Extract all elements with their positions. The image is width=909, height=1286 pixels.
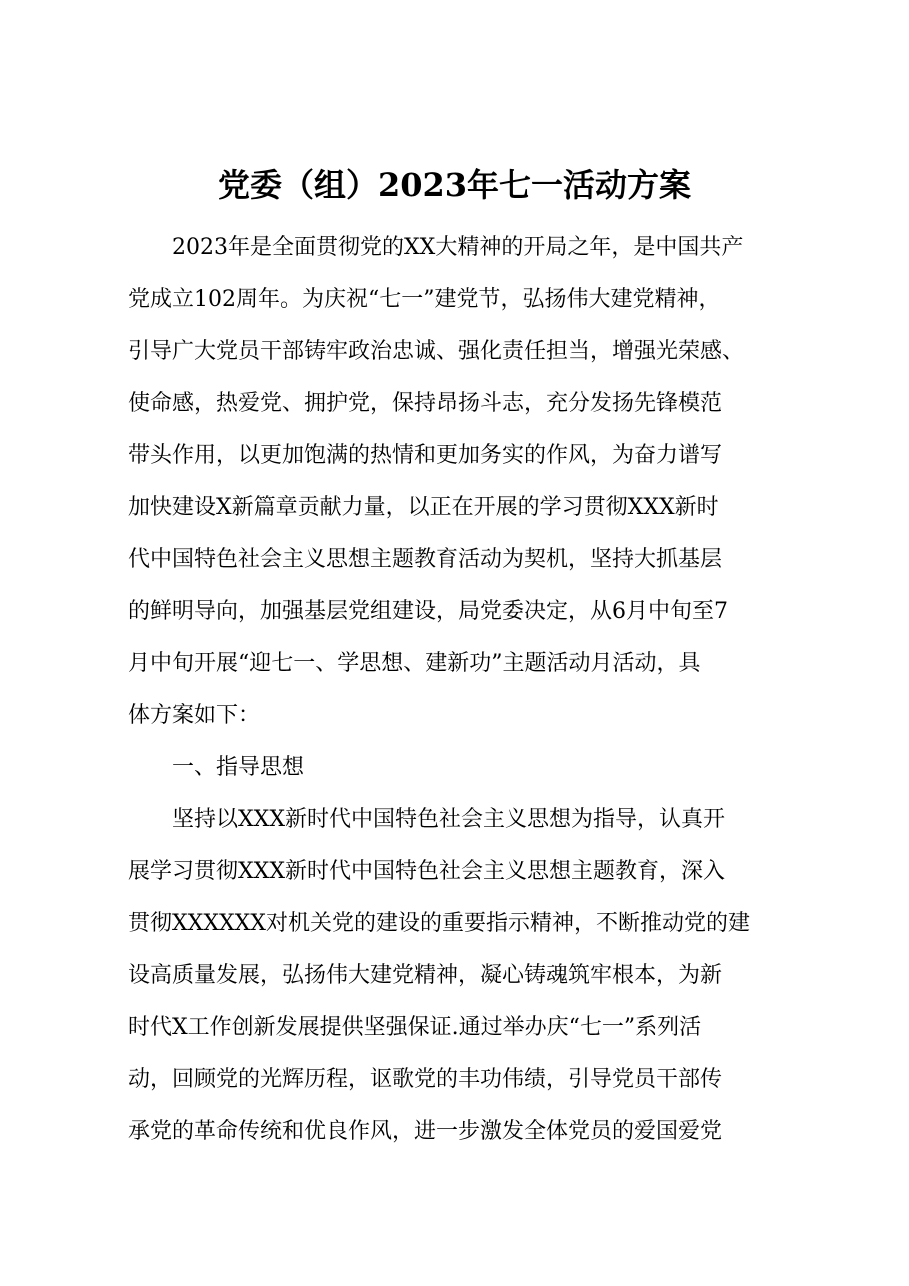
paragraph-line: 展学习贯彻XXX新时代中国特色社会主义思想主题教育，深入 bbox=[128, 859, 725, 884]
paragraph-line: 党成立102周年。为庆祝“七一”建党节，弘扬伟大建党精神， bbox=[128, 287, 721, 312]
paragraph-line: 引导广大党员干部铸牢政治忠诚、强化责任担当，增强光荣感、 bbox=[128, 339, 745, 364]
paragraph-line: 体方案如下： bbox=[128, 703, 261, 728]
paragraph-line: 贯彻XXXXXX对机关党的建设的重要指示精神，不断推动党的建 bbox=[128, 911, 750, 936]
section-heading: 一、指导思想 bbox=[172, 755, 305, 780]
document-title: 党委（组）2023年七一活动方案 bbox=[217, 166, 692, 204]
paragraph-line: 加快建设X新篇章贡献力量，以正在开展的学习贯彻XXX新时 bbox=[128, 495, 719, 520]
paragraph-line: 坚持以XXX新时代中国特色社会主义思想为指导，认真开 bbox=[172, 807, 725, 832]
paragraph-line: 时代X工作创新发展提供坚强保证.通过举办庆“七一”系列活 bbox=[128, 1015, 702, 1040]
paragraph-line: 2023年是全面贯彻党的XX大精神的开局之年，是中国共产 bbox=[172, 235, 744, 260]
document-body bbox=[128, 222, 788, 1158]
paragraph-line: 代中国特色社会主义思想主题教育活动为契机，坚持大抓基层 bbox=[128, 547, 723, 572]
paragraph-line: 设高质量发展，弘扬伟大建党精神，凝心铸魂筑牢根本，为新 bbox=[128, 963, 723, 988]
paragraph-line: 的鲜明导向，加强基层党组建设，局党委决定，从6月中旬至7 bbox=[128, 599, 728, 624]
paragraph-line: 使命感，热爱党、拥护党，保持昂扬斗志，充分发扬先锋模范 bbox=[128, 391, 723, 416]
paragraph-line: 月中旬开展“迎七一、学思想、建新功”主题活动月活动，具 bbox=[128, 651, 701, 676]
paragraph-line: 动，回顾党的光辉历程，讴歌党的丰功伟绩，引导党员干部传 bbox=[128, 1067, 723, 1092]
paragraph-line: 承党的革命传统和优良作风，进一步激发全体党员的爱国爱党 bbox=[128, 1119, 723, 1144]
paragraph-line: 带头作用，以更加饱满的热情和更加务实的作风，为奋力谱写 bbox=[128, 443, 723, 468]
